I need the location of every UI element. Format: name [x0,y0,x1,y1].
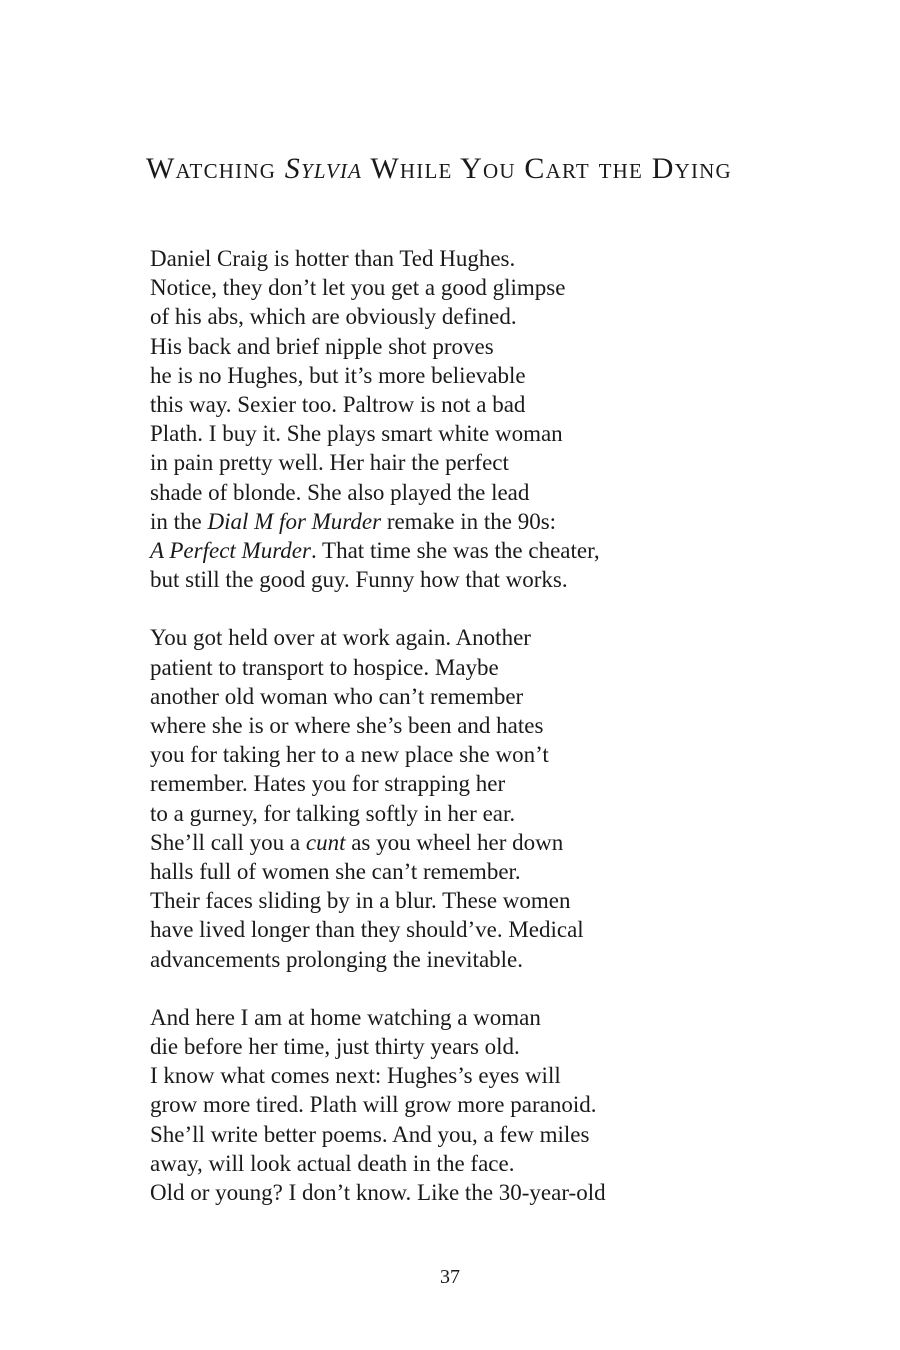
poem-line [150,711,606,740]
line-text: advancements prolonging the inevitable. [150,946,523,972]
poem-line [150,536,606,565]
line-text: I know what comes next: Hughes’s eyes will [150,1063,561,1089]
line-text: His back and brief nipple shot proves [150,333,494,359]
poem-line [150,361,606,390]
line-text: where she is or where she’s been and hates [150,713,544,738]
line-text: another old woman who can’t remember [150,683,524,709]
title-text: Watching [146,152,285,185]
poem-line [150,682,606,711]
poem-line [150,273,606,302]
line-text: Plath. I buy it. She plays smart white woman [150,421,563,447]
poem-line [150,419,606,448]
line-text: remake in the 90s: [381,508,557,534]
line-text: halls full of women she can’t remember. [150,858,521,884]
line-text: this way. Sexier too. Paltrow is not a bad [150,391,526,417]
poem-line [150,1003,606,1032]
poem-line [150,857,606,886]
line-text: you for taking her to a new place she won’t [150,742,549,768]
title-text: While You Cart the Dying [362,152,732,185]
stanza-break [150,594,606,623]
poem-line [150,1178,606,1207]
poem-line [150,740,606,769]
poem-line [150,1032,606,1061]
line-text: patient to transport to hospice. Maybe [150,654,499,680]
line-text: of his abs, which are obviously defined. [150,304,517,330]
line-text: but still the good guy. Funny how that works. [150,567,568,593]
poem-line [150,915,606,944]
poem-line [150,302,606,331]
line-text: You got held over at work again. Another [150,625,531,651]
line-text: She’ll call you a [150,829,306,855]
line-text: away, will look actual death in the face. [150,1150,515,1176]
line-text: And here I am at home watching a woman [150,1004,541,1030]
poem-line [150,828,606,857]
title-italic: Sylvia [284,152,363,185]
line-text: Their faces sliding by in a blur. These women [150,888,571,914]
line-text: as you wheel her down [345,829,564,855]
line-text: to a gurney, for talking softly in her ear. [150,800,516,826]
line-text: in pain pretty well. Her hair the perfect [150,450,509,476]
line-text: remember. Hates you for strapping her [150,771,506,797]
poem-line [150,945,606,974]
poem-line [150,332,606,361]
italic-text: A Perfect Murder [150,537,311,563]
line-text: Old or young? I don’t know. Like the 30-year-old [150,1180,606,1205]
poem-line [150,478,606,507]
poem-line [150,1149,606,1178]
poem-line [150,244,606,273]
line-text: She’ll write better poems. And you, a few miles [150,1121,590,1147]
poem-line [150,507,606,536]
poem-title [146,152,732,186]
italic-text: Dial M for Murder [207,508,382,534]
poem-line [150,1090,606,1119]
poem-line [150,886,606,915]
line-text: in the [150,508,208,534]
poem-line [150,448,606,477]
poem-line [150,1061,606,1090]
line-text: . That time she was the cheater, [310,537,600,563]
stanza-break [150,974,606,1003]
poem-line [150,769,606,798]
line-text: die before her time, just thirty years old. [150,1034,520,1060]
poem-line [150,623,606,652]
poem-line [150,1120,606,1149]
line-text: he is no Hughes, but it’s more believable [150,362,526,388]
page-number: 37 [440,1266,460,1288]
italic-text: cunt [305,829,346,855]
poem-line [150,653,606,682]
poem-body [150,244,606,1207]
line-text: grow more tired. Plath will grow more paranoid. [150,1092,597,1118]
line-text: have lived longer than they should’ve. Medical [150,917,584,943]
poem-line [150,390,606,419]
poem-line [150,565,606,594]
line-text: Daniel Craig is hotter than Ted Hughes. [150,246,516,271]
line-text: Notice, they don’t let you get a good glimpse [150,275,566,301]
line-text: shade of blonde. She also played the lead [150,479,530,505]
poem-line [150,799,606,828]
